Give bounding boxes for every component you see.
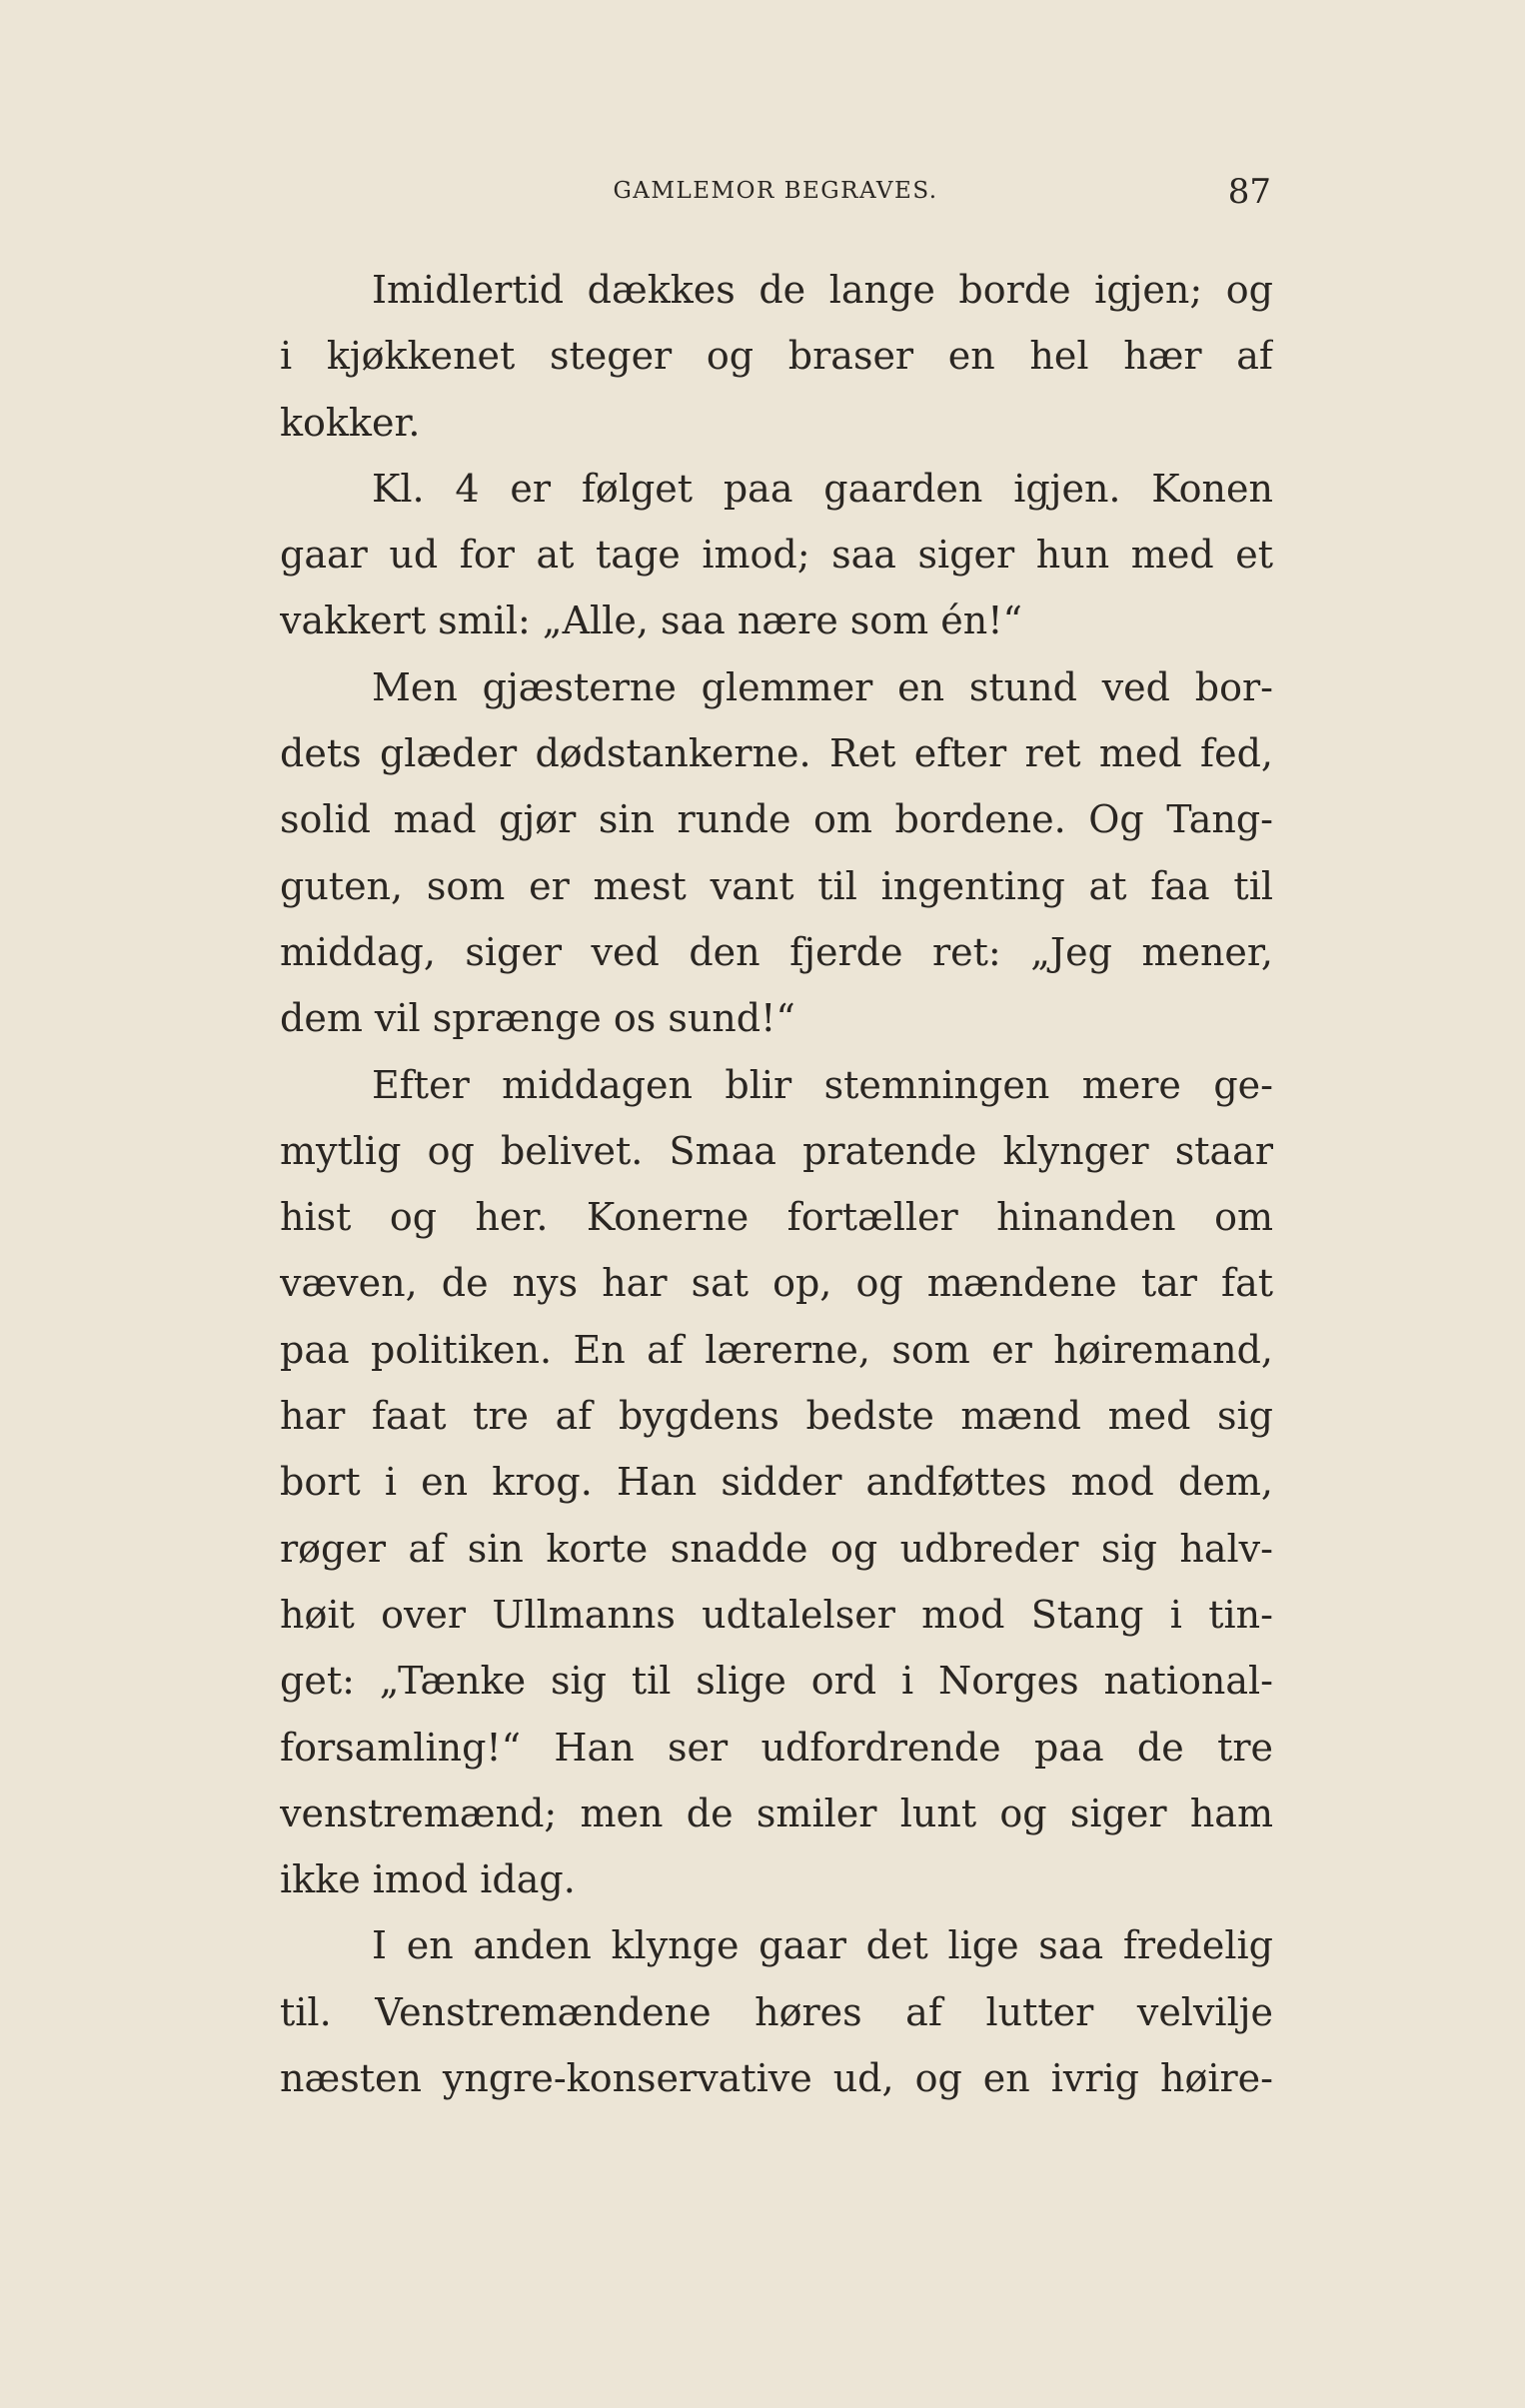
text-line: kokker. — [280, 400, 421, 445]
text-line: Men gjæsterne glemmer en stund ved bor- — [372, 664, 1273, 709]
text-line: røger af sin korte snadde og udbreder sig halv- — [280, 1526, 1273, 1571]
text-line: væven, de nys har sat op, og mændene tar fat — [280, 1261, 1273, 1306]
text-line: I en anden klynge gaar det lige saa fredelig — [372, 1923, 1273, 1968]
text-line: get: „Tænke sig til slige ord i Norges national- — [280, 1659, 1273, 1704]
text-line: paa politiken. En af lærerne, som er høiremand, — [280, 1327, 1273, 1372]
text-line: gaar ud for at tage imod; saa siger hun med et — [280, 533, 1273, 578]
running-head — [280, 172, 1271, 218]
text-line: til. Venstremændene høres af lutter velvilje — [280, 1989, 1273, 2034]
text-line: middag, siger ved den fjerde ret: „Jeg mener, — [280, 929, 1273, 974]
text-line: bort i en krog. Han sidder andføttes mod dem, — [280, 1460, 1273, 1505]
text-line: vakkert smil: „Alle, saa nære som én!“ — [280, 599, 1022, 643]
text-line: dets glæder dødstankerne. Ret efter ret med fed, — [280, 731, 1273, 776]
text-line: mytlig og belivet. Smaa pratende klynger staar — [280, 1128, 1273, 1173]
text-line: næsten yngre-konservative ud, og en ivrig høire- — [280, 2056, 1273, 2101]
text-line: dem vil sprænge os sund!“ — [280, 996, 795, 1041]
text-line: venstremænd; men de smiler lunt og siger ham — [280, 1791, 1273, 1835]
body-text — [280, 257, 1273, 2111]
page-number: 87 — [1227, 172, 1271, 212]
text-line: har faat tre af bygdens bedste mænd med sig — [280, 1394, 1273, 1439]
text-line: solid mad gjør sin runde om bordene. Og Tang- — [280, 797, 1273, 842]
text-line: guten, som er mest vant til ingenting at faa til — [280, 863, 1273, 908]
text-line: Efter middagen blir stemningen mere ge- — [372, 1062, 1273, 1107]
text-line: i kjøkkenet steger og braser en hel hær af — [280, 334, 1273, 379]
running-title: GAMLEMOR BEGRAVES. — [613, 178, 938, 204]
text-line: ikke imod idag. — [280, 1857, 576, 1902]
text-line: Imidlertid dækkes de lange borde igjen; og — [372, 268, 1273, 312]
text-line: høit over Ullmanns udtalelser mod Stang i tin- — [280, 1592, 1273, 1637]
text-line: hist og her. Konerne fortæller hinanden om — [280, 1195, 1273, 1240]
text-line: Kl. 4 er følget paa gaarden igjen. Konen — [372, 466, 1273, 511]
text-line: forsamling!“ Han ser udfordrende paa de tre — [280, 1725, 1273, 1770]
